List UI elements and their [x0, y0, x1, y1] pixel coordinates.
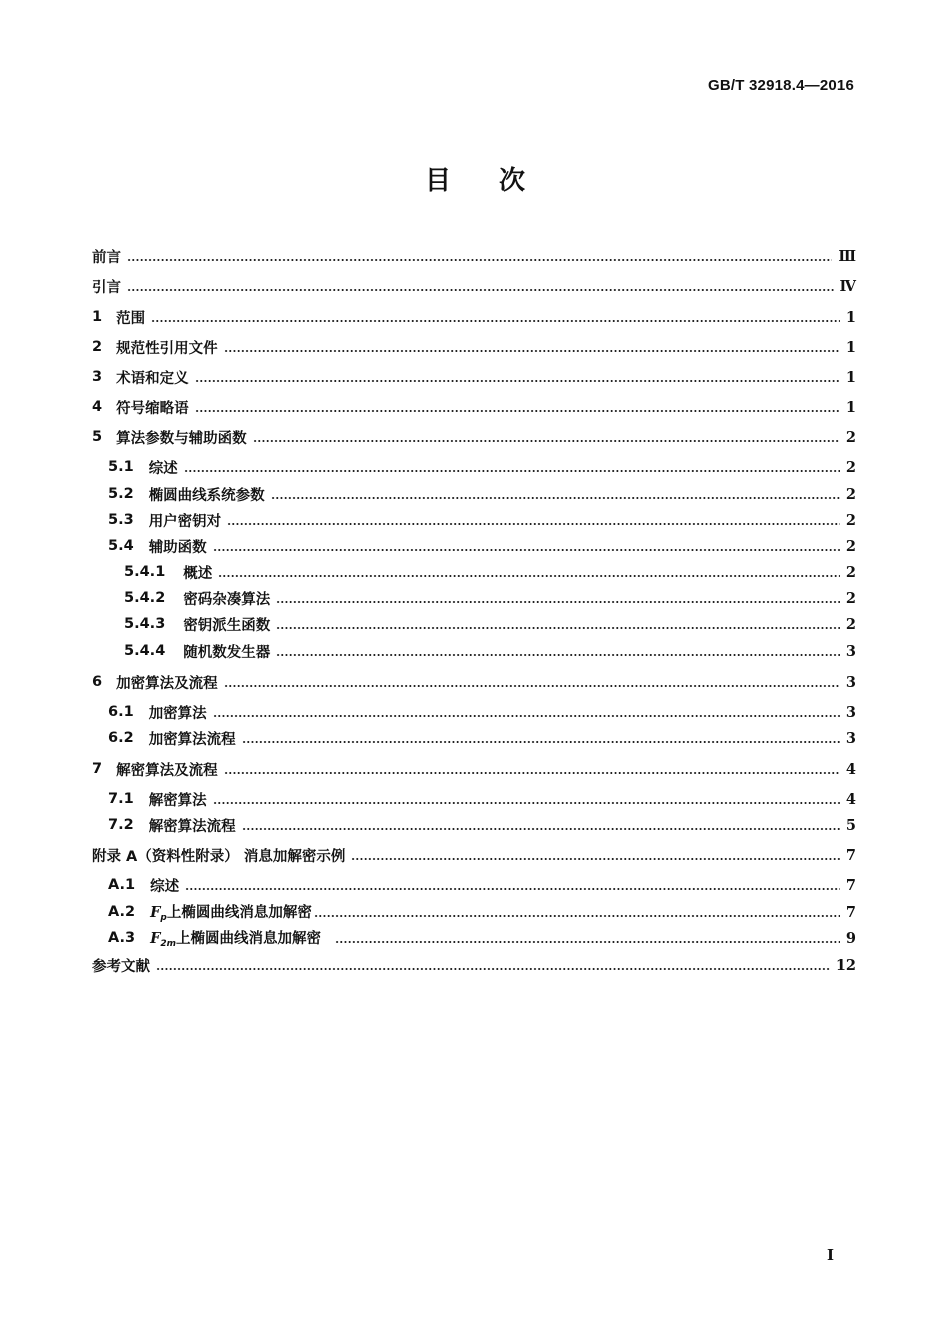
dot-leader: [227, 513, 840, 527]
toc-entry-page: 2: [845, 537, 856, 555]
toc-entry-2[interactable]: [92, 336, 856, 358]
toc-entry-page: 2: [845, 511, 856, 529]
toc-entry-number: A.2: [108, 904, 136, 920]
toc-entry-5-4-3[interactable]: [124, 613, 856, 635]
dot-leader: [127, 249, 832, 263]
toc-entry-5-4-2[interactable]: [124, 587, 856, 609]
toc-entry-5-4[interactable]: [108, 535, 856, 557]
toc-entry-text: 加密算法及流程: [116, 675, 218, 692]
dot-leader: [276, 644, 840, 658]
toc-entry-page: 1: [845, 368, 856, 386]
toc-entry-6[interactable]: [92, 671, 856, 693]
toc-entry-number: 5.4.2: [124, 590, 166, 606]
toc-entry-number: A.3: [108, 930, 136, 946]
toc-entry-text: 解密算法流程: [148, 818, 236, 835]
toc-entry-text: 椭圆曲线系统参数: [148, 487, 265, 504]
toc-entry-text: 算法参数与辅助函数: [116, 430, 247, 447]
toc-entry-number: 3: [92, 369, 103, 385]
toc-entry-text-wrapper: [150, 901, 312, 923]
toc-entry-text: 用户密钥对: [148, 513, 222, 530]
toc-entry-number: 4: [92, 399, 103, 415]
toc-entry-number: 6.2: [108, 730, 134, 746]
toc-entry-text: 解密算法: [148, 792, 207, 809]
toc-entry-number: 5.3: [108, 512, 134, 528]
toc-entry-text: 解密算法及流程: [116, 762, 218, 779]
toc-entry-3[interactable]: [92, 366, 856, 388]
toc-entry-number: 5.2: [108, 486, 134, 502]
dot-leader: [351, 848, 840, 862]
toc-entry-7-2[interactable]: [108, 814, 856, 836]
field-subscript: 2m: [160, 939, 177, 949]
dot-leader: [253, 430, 840, 444]
page-title: 目次: [424, 166, 573, 196]
standard-code: GB/T 32918.4—2016: [708, 77, 854, 94]
toc-entry-text: 加密算法流程: [148, 731, 236, 748]
toc-entry-page: 7: [845, 846, 856, 864]
dot-leader: [314, 905, 840, 919]
toc-entry-text: 参考文献: [92, 958, 150, 975]
toc-entry-number: 2: [92, 339, 103, 355]
dot-leader: [151, 310, 840, 324]
toc-entry-preface[interactable]: [92, 245, 856, 267]
toc-entry-page: 2: [845, 615, 856, 633]
dot-leader: [242, 818, 840, 832]
toc-entry-text: 密码杂凑算法: [183, 591, 271, 608]
toc-entry-number: A.1: [108, 877, 136, 893]
toc-entry-page: Ⅳ: [839, 277, 856, 295]
toc-entry-a-1[interactable]: [108, 874, 856, 896]
field-subscript: p: [160, 913, 167, 923]
toc-entry-text: 符号缩略语: [116, 400, 189, 417]
field-symbol: F: [150, 904, 161, 921]
toc-entry-number: 5.4: [108, 538, 134, 554]
toc-entry-page: 1: [845, 308, 856, 326]
toc-entry-number: 6: [92, 674, 103, 690]
dot-leader: [224, 340, 840, 354]
toc-entry-5-4-4[interactable]: [124, 640, 856, 662]
toc-entry-page: 4: [845, 790, 856, 808]
toc-entry-number: 5.4.3: [124, 616, 166, 632]
toc-entry-a-2[interactable]: [108, 901, 856, 923]
dot-leader: [185, 878, 840, 892]
dot-leader: [218, 565, 840, 579]
toc-entry-text: 上椭圆曲线消息加解密: [166, 905, 312, 921]
toc-entry-4[interactable]: [92, 396, 856, 418]
toc-entry-number: 1: [92, 309, 103, 325]
toc-entry-text: 概述: [183, 565, 213, 582]
toc-entry-page: 7: [845, 876, 856, 894]
toc-entry-page: 2: [845, 458, 856, 476]
toc-entry-page: 1: [845, 338, 856, 356]
toc-entry-6-1[interactable]: [108, 701, 856, 723]
toc-entry-page: 3: [845, 673, 856, 691]
toc-entry-page: Ⅲ: [838, 247, 856, 265]
toc-entry-appendix-a[interactable]: [92, 844, 856, 866]
toc-entry-number: 6.1: [108, 704, 134, 720]
dot-leader: [242, 731, 840, 745]
toc-entry-page: 3: [845, 642, 856, 660]
toc-entry-5[interactable]: [92, 426, 856, 448]
toc-entry-page: 3: [845, 729, 856, 747]
dot-leader: [195, 400, 840, 414]
toc-entry-number: 7: [92, 761, 103, 777]
toc-entry-text: 前言: [92, 249, 121, 266]
toc-entry-6-2[interactable]: [108, 727, 856, 749]
toc-entry-page: 1: [845, 398, 856, 416]
dot-leader: [213, 539, 840, 553]
toc-entry-text: 综述: [148, 460, 178, 477]
toc-entry-number: 5: [92, 429, 103, 445]
dot-leader: [224, 675, 840, 689]
toc-entry-page: 9: [845, 929, 856, 947]
field-symbol: F: [150, 930, 161, 947]
toc-entry-text: 加密算法: [148, 705, 207, 722]
toc-entry-text: 密钥派生函数: [183, 617, 271, 634]
toc-entry-page: 7: [845, 903, 856, 921]
toc-entry-page: 12: [835, 956, 856, 974]
toc-entry-text: 综述: [150, 878, 180, 895]
dot-leader: [224, 762, 840, 776]
toc-entry-number: 5.1: [108, 459, 134, 475]
toc-entry-7-1[interactable]: [108, 788, 856, 810]
toc-entry-text: 附录 A（资料性附录） 消息加解密示例: [92, 848, 346, 865]
dot-leader: [127, 279, 834, 293]
dot-leader: [276, 591, 840, 605]
toc-entry-5-3[interactable]: [108, 509, 856, 531]
dot-leader: [276, 617, 840, 631]
dot-leader: [213, 705, 840, 719]
toc-entry-1[interactable]: [92, 306, 856, 328]
toc-entry-5-4-1[interactable]: [124, 561, 856, 583]
toc-entry-page: 2: [845, 428, 856, 446]
toc-entry-introduction[interactable]: [92, 275, 856, 297]
toc-entry-page: 2: [845, 485, 856, 503]
toc-entry-5-2[interactable]: [108, 483, 856, 505]
toc-entry-text: 术语和定义: [116, 370, 189, 387]
toc-entry-page: 2: [845, 563, 856, 581]
toc-entry-page: 3: [845, 703, 856, 721]
toc-entry-text: 辅助函数: [148, 539, 207, 556]
toc-entry-text: 范围: [116, 310, 146, 327]
toc-entry-5-1[interactable]: [108, 456, 856, 478]
dot-leader: [156, 958, 830, 972]
dot-leader: [213, 792, 840, 806]
dot-leader: [271, 487, 840, 501]
toc-entry-text-wrapper: [150, 927, 321, 949]
toc-entry-text: 引言: [92, 279, 121, 296]
toc-entry-number: 7.1: [108, 791, 134, 807]
toc-entry-7[interactable]: [92, 758, 856, 780]
dot-leader: [195, 370, 840, 384]
toc-entry-references[interactable]: [92, 954, 856, 976]
toc-entry-a-3[interactable]: [108, 927, 856, 949]
toc-entry-page: 4: [845, 760, 856, 778]
toc-entry-number: 5.4.4: [124, 643, 166, 659]
dot-leader: [184, 460, 840, 474]
toc-entry-text: 上椭圆曲线消息加解密: [176, 931, 322, 947]
dot-leader: [335, 931, 840, 945]
toc-entry-text: 规范性引用文件: [116, 340, 218, 357]
toc-entry-page: 2: [845, 589, 856, 607]
page-number: I: [826, 1246, 834, 1264]
toc-entry-number: 7.2: [108, 817, 134, 833]
toc-entry-page: 5: [845, 816, 856, 834]
toc-entry-text: 随机数发生器: [183, 644, 271, 661]
toc-entry-number: 5.4.1: [124, 564, 166, 580]
